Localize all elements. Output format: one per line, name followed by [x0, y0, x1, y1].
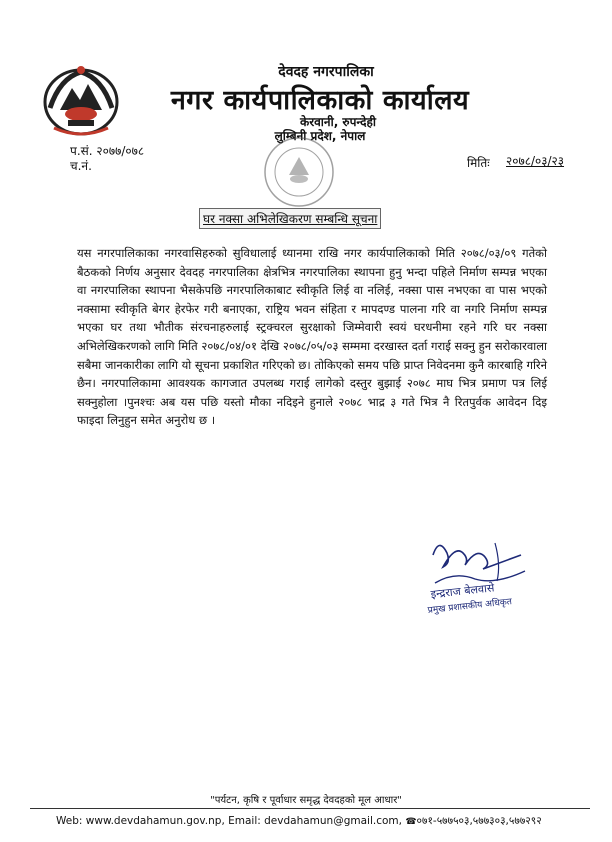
address-line-1: केरवानी, रुपन्देही	[300, 115, 376, 129]
date-value: २०७८/०३/२३	[506, 154, 565, 168]
phone-numbers: ०७१-५७७५०३,५७७३०३,५७७२९२	[416, 815, 542, 827]
office-title: नगर कार्यपालिकाको कार्यालय	[170, 85, 470, 116]
contact-info: Web: www.devdahamun.gov.np, Email: devdahamun@gmail.com,	[56, 815, 402, 827]
phone-icon: ☎	[405, 817, 417, 827]
address-line-2: लुम्बिनी प्रदेश, नेपाल	[274, 129, 366, 143]
municipality-name: देवदह नगरपालिका	[278, 64, 374, 80]
dispatch-number: च.नं.	[70, 159, 92, 173]
date-label: मितिः	[467, 156, 490, 170]
footer-contact	[56, 814, 542, 828]
footer-slogan: "पर्यटन, कृषि र पूर्वाधार समृद्ध देवदहको मूल आधार"	[210, 795, 402, 806]
footer-divider	[30, 808, 590, 809]
letter-number: प.सं. २०७७/०७८	[70, 144, 145, 158]
notice-subject: घर नक्सा अभिलेखिकरण सम्बन्धि सूचना	[199, 208, 381, 229]
signatory-name: इन्द्रराज बेलवासे	[430, 581, 495, 601]
office-stamp-icon	[262, 135, 336, 209]
notice-body: यस नगरपालिकाका नगरवासिहरुको सुविधालाई ध्यानमा राखि नगर कार्यपालिकाको मिति २०७८/०३/०९ गतेको बैठकको निर्णय अनुसार देवदह नगरपालिका क्षेत्रभित्र नगरपालिका स्थापना हुनु भन्दा पहिले निर्माण सम्पन्न भएका वा नगरपालिका स्थापना भैसकेपछि नगरपालिकाबाट स्वीकृति लिई वा नलिई, नक्सा पास नभएका वा पास भएको नक्सामा स्वीकृति बेगर हेरफेर गरी बनाएका, राष्ट्रिय भवन संहिता र मापदण्ड पालना गरि वा नगरि निर्माण सम्पन्न भएका घर तथा भौतीक संरचनाहरुलाई स्ट्रक्चरल सुरक्षाको जिम्मेवारी स्वयं घरधनीमा रहने गरि घर नक्सा अभिलेखिकरणको लागि मिति २०७८/०४/०१ देखि २०७८/०५/०३ सम्ममा दरखास्त दर्ता गराई सक्नु हुन सरोकारवाला सबैमा जानकारीका लागि यो सूचना प्रकाशित गरिएको छ। तोकिएको समय पछि प्राप्त निवेदनमा कुनै कारबाहि गरिने छैन। नगरपालिकामा आवश्यक कागजात उपलब्ध गराई लागेको दस्तुर बुझाई २०७८ माघ भित्र प्रमाण पत्र लिई सक्नुहोला ।पुनश्चः अब यस पछि यस्तो मौका नदिइने हुनाले २०७८ भाद्र ३ गते भित्र नै रितपुर्वक आवेदन दिइ फाइदा लिनुहुन समेत अनुरोध छ ।	[77, 246, 548, 428]
signatory-title: प्रमुख प्रशासकीय अधिकृत	[427, 597, 513, 616]
